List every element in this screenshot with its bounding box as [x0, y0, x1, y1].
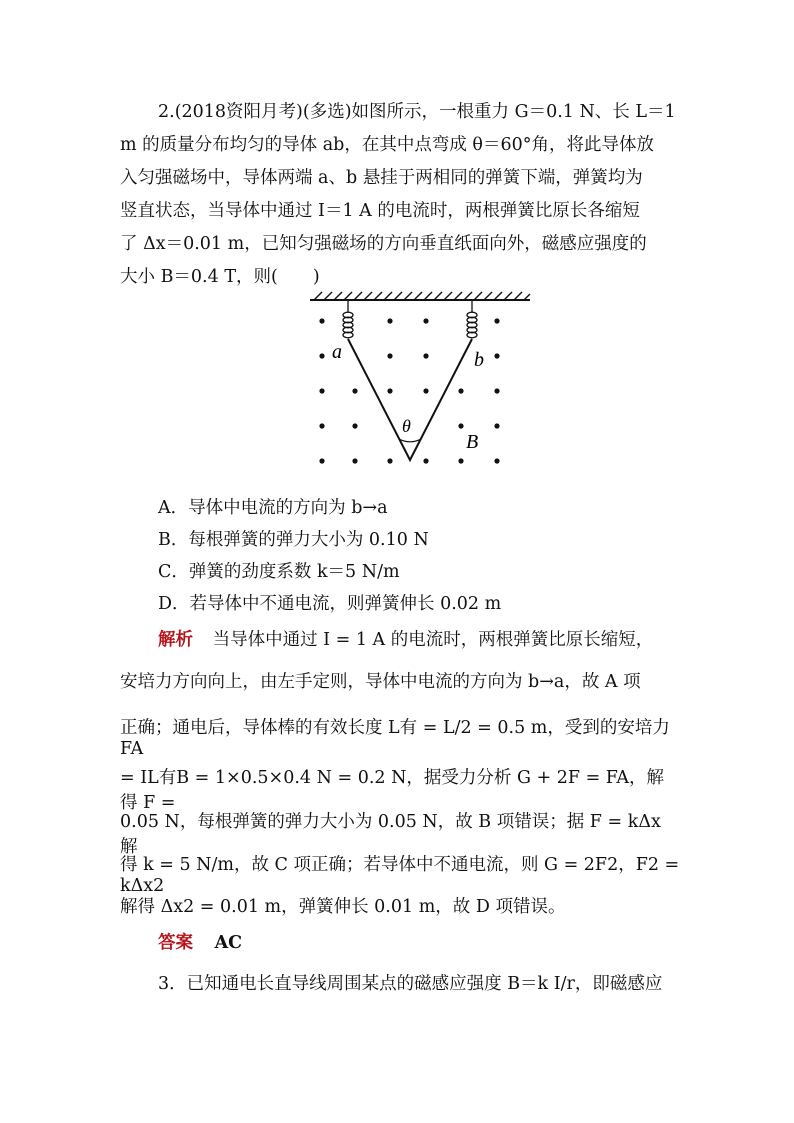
solution-line-7: 解得 Δx2 = 0.01 m，弹簧伸长 0.01 m，故 D 项错误。	[120, 897, 566, 917]
label-a: a	[332, 341, 342, 363]
solution-text-1: 当导体中通过 I = 1 A 的电流时，两根弹簧比原长缩短，	[212, 630, 654, 650]
label-theta: θ	[402, 416, 411, 436]
angle-arc	[399, 439, 421, 442]
solution-line-2: 安培力方向向上，由左手定则，导体中电流的方向为 b→a，故 A 项	[120, 672, 641, 692]
q2-line-1: 2.(2018资阳月考)(多选)如图所示，一根重力 G＝0.1 N、长 L＝1	[158, 102, 676, 122]
right-spring	[467, 300, 477, 338]
label-B: B	[466, 431, 479, 453]
q2-line-6: 大小 B＝0.4 T，则( )	[120, 267, 320, 287]
solution-line-6: 得 k = 5 N/m，故 C 项正确；若导体中不通电流，则 G = 2F2，F2 = kΔx2	[120, 855, 680, 896]
option-c: C．弹簧的劲度系数 k＝5 N/m	[158, 562, 400, 582]
solution-line-3: 正确；通电后，导体棒的有效长度 L有 = L/2 = 0.5 m，受到的安培力 FA	[120, 718, 670, 759]
q2-line-2: m 的质量分布均匀的导体 ab，在其中点弯成 θ＝60°角，将此导体放	[120, 135, 654, 155]
answer-tag: 答案	[158, 933, 193, 953]
solution-tag: 解析	[158, 630, 193, 650]
q2-line-3: 入匀强磁场中，导体两端 a、b 悬挂于两相同的弹簧下端，弹簧均为	[120, 168, 643, 188]
physics-figure	[300, 290, 540, 480]
left-spring	[343, 300, 353, 338]
ceiling-hatch	[314, 292, 530, 300]
q2-line-5: 了 Δx＝0.01 m，已知匀强磁场的方向垂直纸面向外，磁感应强度的	[120, 234, 647, 254]
solution-line-4: = IL有B = 1×0.5×0.4 N = 0.2 N，据受力分析 G + 2F = FA，解得 F =	[120, 768, 665, 813]
q2-line-4: 竖直状态，当导体中通过 I＝1 A 的电流时，两根弹簧比原长各缩短	[120, 201, 640, 221]
solution-line-5: 0.05 N，每根弹簧的弹力大小为 0.05 N，故 B 项错误；据 F = kΔx 解	[120, 812, 661, 857]
solution-line-1	[158, 626, 678, 651]
option-a: A．导体中电流的方向为 b→a	[158, 498, 388, 518]
answer-line	[158, 929, 718, 954]
answer-value: AC	[214, 933, 243, 953]
q3-line-1: 3．已知通电长直导线周围某点的磁感应强度 B＝k I/r，即磁感应	[158, 974, 663, 994]
label-b: b	[474, 349, 484, 371]
option-d: D．若导体中不通电流，则弹簧伸长 0.02 m	[158, 594, 502, 614]
option-b: B．每根弹簧的弹力大小为 0.10 N	[158, 530, 429, 550]
